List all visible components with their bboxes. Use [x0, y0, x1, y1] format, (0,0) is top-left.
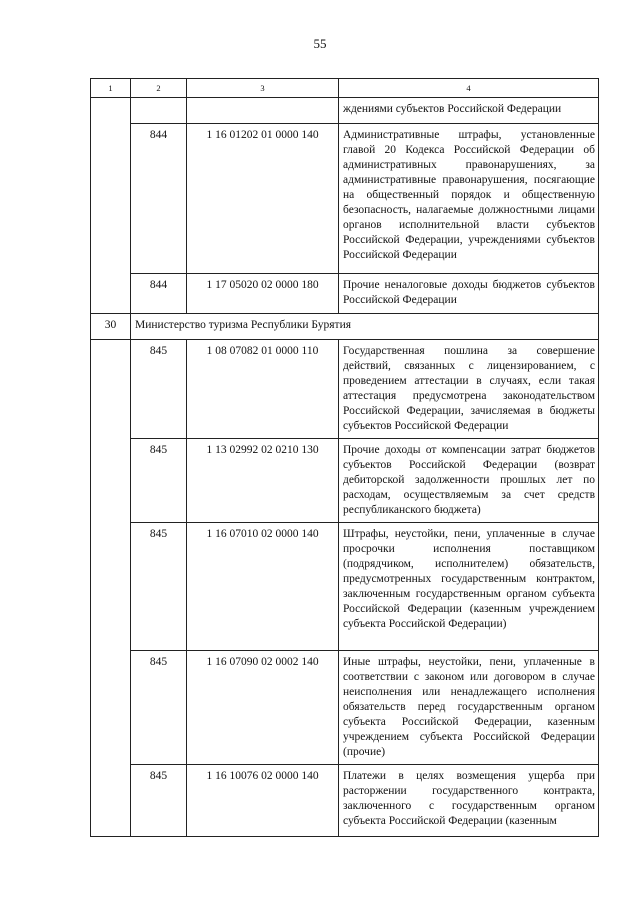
table-row: [91, 124, 599, 274]
revenue-code-cell: 1 16 01202 01 0000 140: [187, 124, 339, 274]
admin-code-cell: 844: [131, 274, 187, 314]
revenue-code-cell: 1 16 07010 02 0000 140: [187, 523, 339, 651]
table-header-row: [91, 79, 599, 98]
revenue-code-cell: 1 16 10076 02 0000 140: [187, 765, 339, 837]
table-row: [91, 523, 599, 651]
table-row: [91, 340, 599, 439]
row-number-cell: [91, 340, 131, 837]
revenue-code-cell: [187, 98, 339, 124]
description-cell: Административные штрафы, установленные главой 20 Кодекса Российской Федерации об административных правонарушениях, за административные правонарушения, посягающие на общественный порядок и общественную безопасность, налагаемые должностными лицами органов исполнительной власти субъектов Российской Федерации, учреждениями субъектов Российской Федерации: [339, 124, 599, 274]
revenue-code-cell: 1 17 05020 02 0000 180: [187, 274, 339, 314]
section-name: Министерство туризма Республики Бурятия: [131, 314, 599, 340]
description-cell: Государственная пошлина за совершение действий, связанных с лицензированием, с проведением аттестации в случаях, если такая аттестация предусмотрена законодательством Российской Федерации, зачисляемая в бюджеты субъектов Российской Федерации: [339, 340, 599, 439]
admin-code-cell: 845: [131, 439, 187, 523]
description-cell: Штрафы, неустойки, пени, уплаченные в случае просрочки исполнения поставщиком (подрядчиком, исполнителем) обязательств, предусмотренных государственным контрактом, заключенным государственным органом субъекта Российской Федерации (казенным учреждением субъекта Российской Федерации): [339, 523, 599, 651]
admin-code-cell: [131, 98, 187, 124]
page-number: 55: [313, 36, 327, 51]
revenue-code-cell: 1 16 07090 02 0002 140: [187, 651, 339, 765]
admin-code-cell: 845: [131, 651, 187, 765]
header-col-3: 3: [187, 79, 339, 98]
section-header-row: [91, 314, 599, 340]
section-number: 30: [91, 314, 131, 340]
revenue-code-cell: 1 08 07082 01 0000 110: [187, 340, 339, 439]
description-cell: Иные штрафы, неустойки, пени, уплаченные в соответствии с законом или договором в случае неисполнения или ненадлежащего исполнения обязательств перед государственным органом субъекта Российской Федерации, казенным учреждением субъекта Российской Федерации (прочие): [339, 651, 599, 765]
description-cell: Прочие доходы от компенсации затрат бюджетов субъектов Российской Федерации (возврат дебиторской задолженности прошлых лет по расходам, осуществляемым за счет средств республиканского бюджета): [339, 439, 599, 523]
admin-code-cell: 845: [131, 765, 187, 837]
admin-code-cell: 844: [131, 124, 187, 274]
admin-code-cell: 845: [131, 523, 187, 651]
table-row: [91, 651, 599, 765]
table-row: [91, 765, 599, 837]
table-row: [91, 98, 599, 124]
admin-code-cell: 845: [131, 340, 187, 439]
header-col-4: 4: [339, 79, 599, 98]
description-cell: Платежи в целях возмещения ущерба при расторжении государственного контракта, заключенного с государственным органом субъекта Российской Федерации (казенным: [339, 765, 599, 837]
description-cell: Прочие неналоговые доходы бюджетов субъектов Российской Федерации: [339, 274, 599, 314]
table-row: [91, 439, 599, 523]
table-row: [91, 274, 599, 314]
revenue-codes-table: [90, 78, 599, 837]
header-col-1: 1: [91, 79, 131, 98]
description-cell: ждениями субъектов Российской Федерации: [339, 98, 599, 124]
row-number-cell: [91, 98, 131, 314]
header-col-2: 2: [131, 79, 187, 98]
revenue-code-cell: 1 13 02992 02 0210 130: [187, 439, 339, 523]
